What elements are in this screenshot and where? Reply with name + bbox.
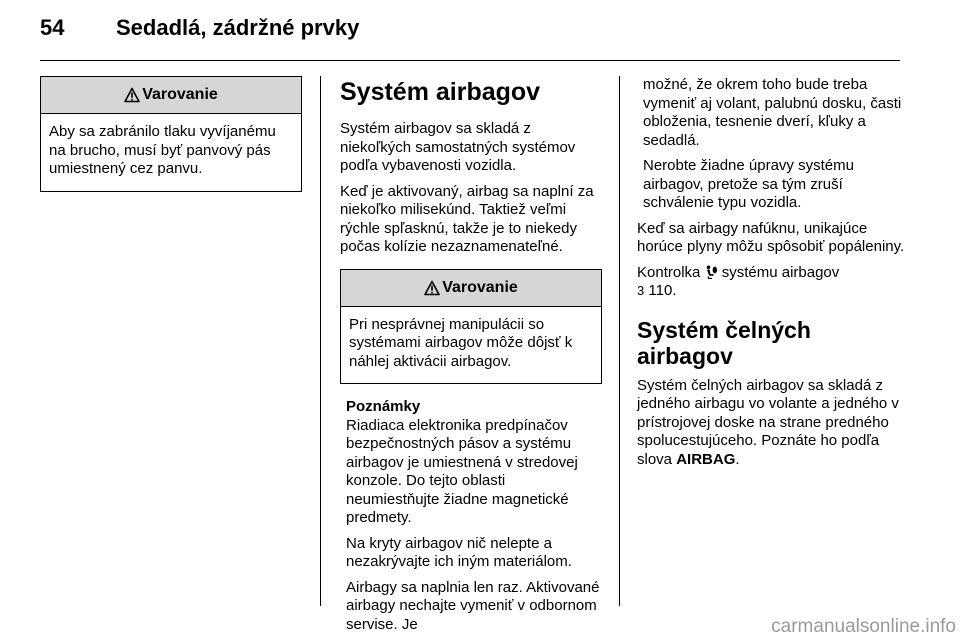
warning-header [341,270,601,307]
warning-header [41,77,301,114]
page-ref-number[interactable]: 110. [648,282,677,299]
front-airbag-text: Systém čelných airbagov sa skladá z jedného airbagu vo volante a jedného v prístrojovej doske na strane predného spolucestujúceho. Poznáte ho podľa slova [637,376,899,468]
note-paragraph-electronics: Riadiaca elektronika predpínačov bezpečnostných pásov a systému airbagov je umiestnená v stredovej konzole. Do tejto oblasti neumiestňujte žiadne magnetické predmety. [346,416,578,526]
note-block [340,398,602,634]
warning-box-airbag [340,269,602,385]
header-rule [40,60,900,61]
page-number: 54 [40,15,65,40]
paragraph-airbag-activation: Keď je aktivovaný, airbag sa naplní za niekoľko milisekúnd. Taktiež veľmi rýchle spľasknú, takže je to niekedy počas kolízie nezaznamenateľné. [340,182,594,255]
note-title: Poznámky [346,398,421,415]
paragraph-indicator [637,264,907,283]
warning-text: Pri nesprávnej manipulácii so systémami airbagov môže dôjsť k náhlej aktivácii airbagov. [349,315,573,370]
front-airbag-period: . [735,450,740,468]
column-1 [40,76,302,192]
warning-title: Varovanie [142,86,218,103]
airbag-indicator-icon [705,265,718,279]
note-paragraph-covers: Na kryty airbagov nič nelepte a nezakrývajte ich iným materiálom. [346,534,572,570]
note-continuation [637,76,907,213]
section-heading-airbag-system: Systém airbagov [340,78,541,106]
section-heading-front-airbags: Systém čelných airbagov [637,316,811,369]
warning-box-seatbelt [40,76,302,192]
warning-text: Aby sa zabránilo tlaku vyvíjanému na brucho, musí byť panvový pás umiestnený cez panvu. [49,123,276,177]
warning-triangle-icon [124,87,140,103]
warning-title: Varovanie [442,278,518,296]
paragraph-airbag-intro: Systém airbagov sa skladá z niekoľkých samostatných systémov podľa vybavenosti vozidla. [340,120,576,174]
note-paragraph-continued: možné, že okrem toho bude treba vymeniť aj volant, palubnú dosku, časti obloženia, tesnenie dverí, kľuky a sedadlá. [643,76,902,149]
paragraph-front-airbags [637,377,907,470]
airbag-label: AIRBAG [676,450,736,468]
page-header-title: Sedadlá, zádržné prvky [116,15,360,40]
column-3 [637,76,907,476]
column-divider-2 [619,76,620,606]
warning-triangle-icon [424,280,440,296]
note-paragraph-replace: Airbagy sa naplnia len raz. Aktivované airbagy nechajte vymeniť v odbornom servise. Je [346,578,600,633]
column-divider-1 [320,76,321,606]
watermark: carmanualsonline.info [771,616,956,637]
column-2 [340,78,602,641]
page-ref-arrow-icon: 3 [637,283,645,298]
page-reference [637,282,907,301]
indicator-text-before: Kontrolka [637,263,701,281]
note-paragraph-modifications: Nerobte žiadne úpravy systému airbagov, pretože sa tým zruší schválenie typu vozidla. [643,157,854,211]
paragraph-hot-gases: Keď sa airbagy nafúknu, unikajúce horúce plyny môžu spôsobiť popáleniny. [637,219,905,255]
indicator-text-after: systému airbagov [721,263,840,281]
